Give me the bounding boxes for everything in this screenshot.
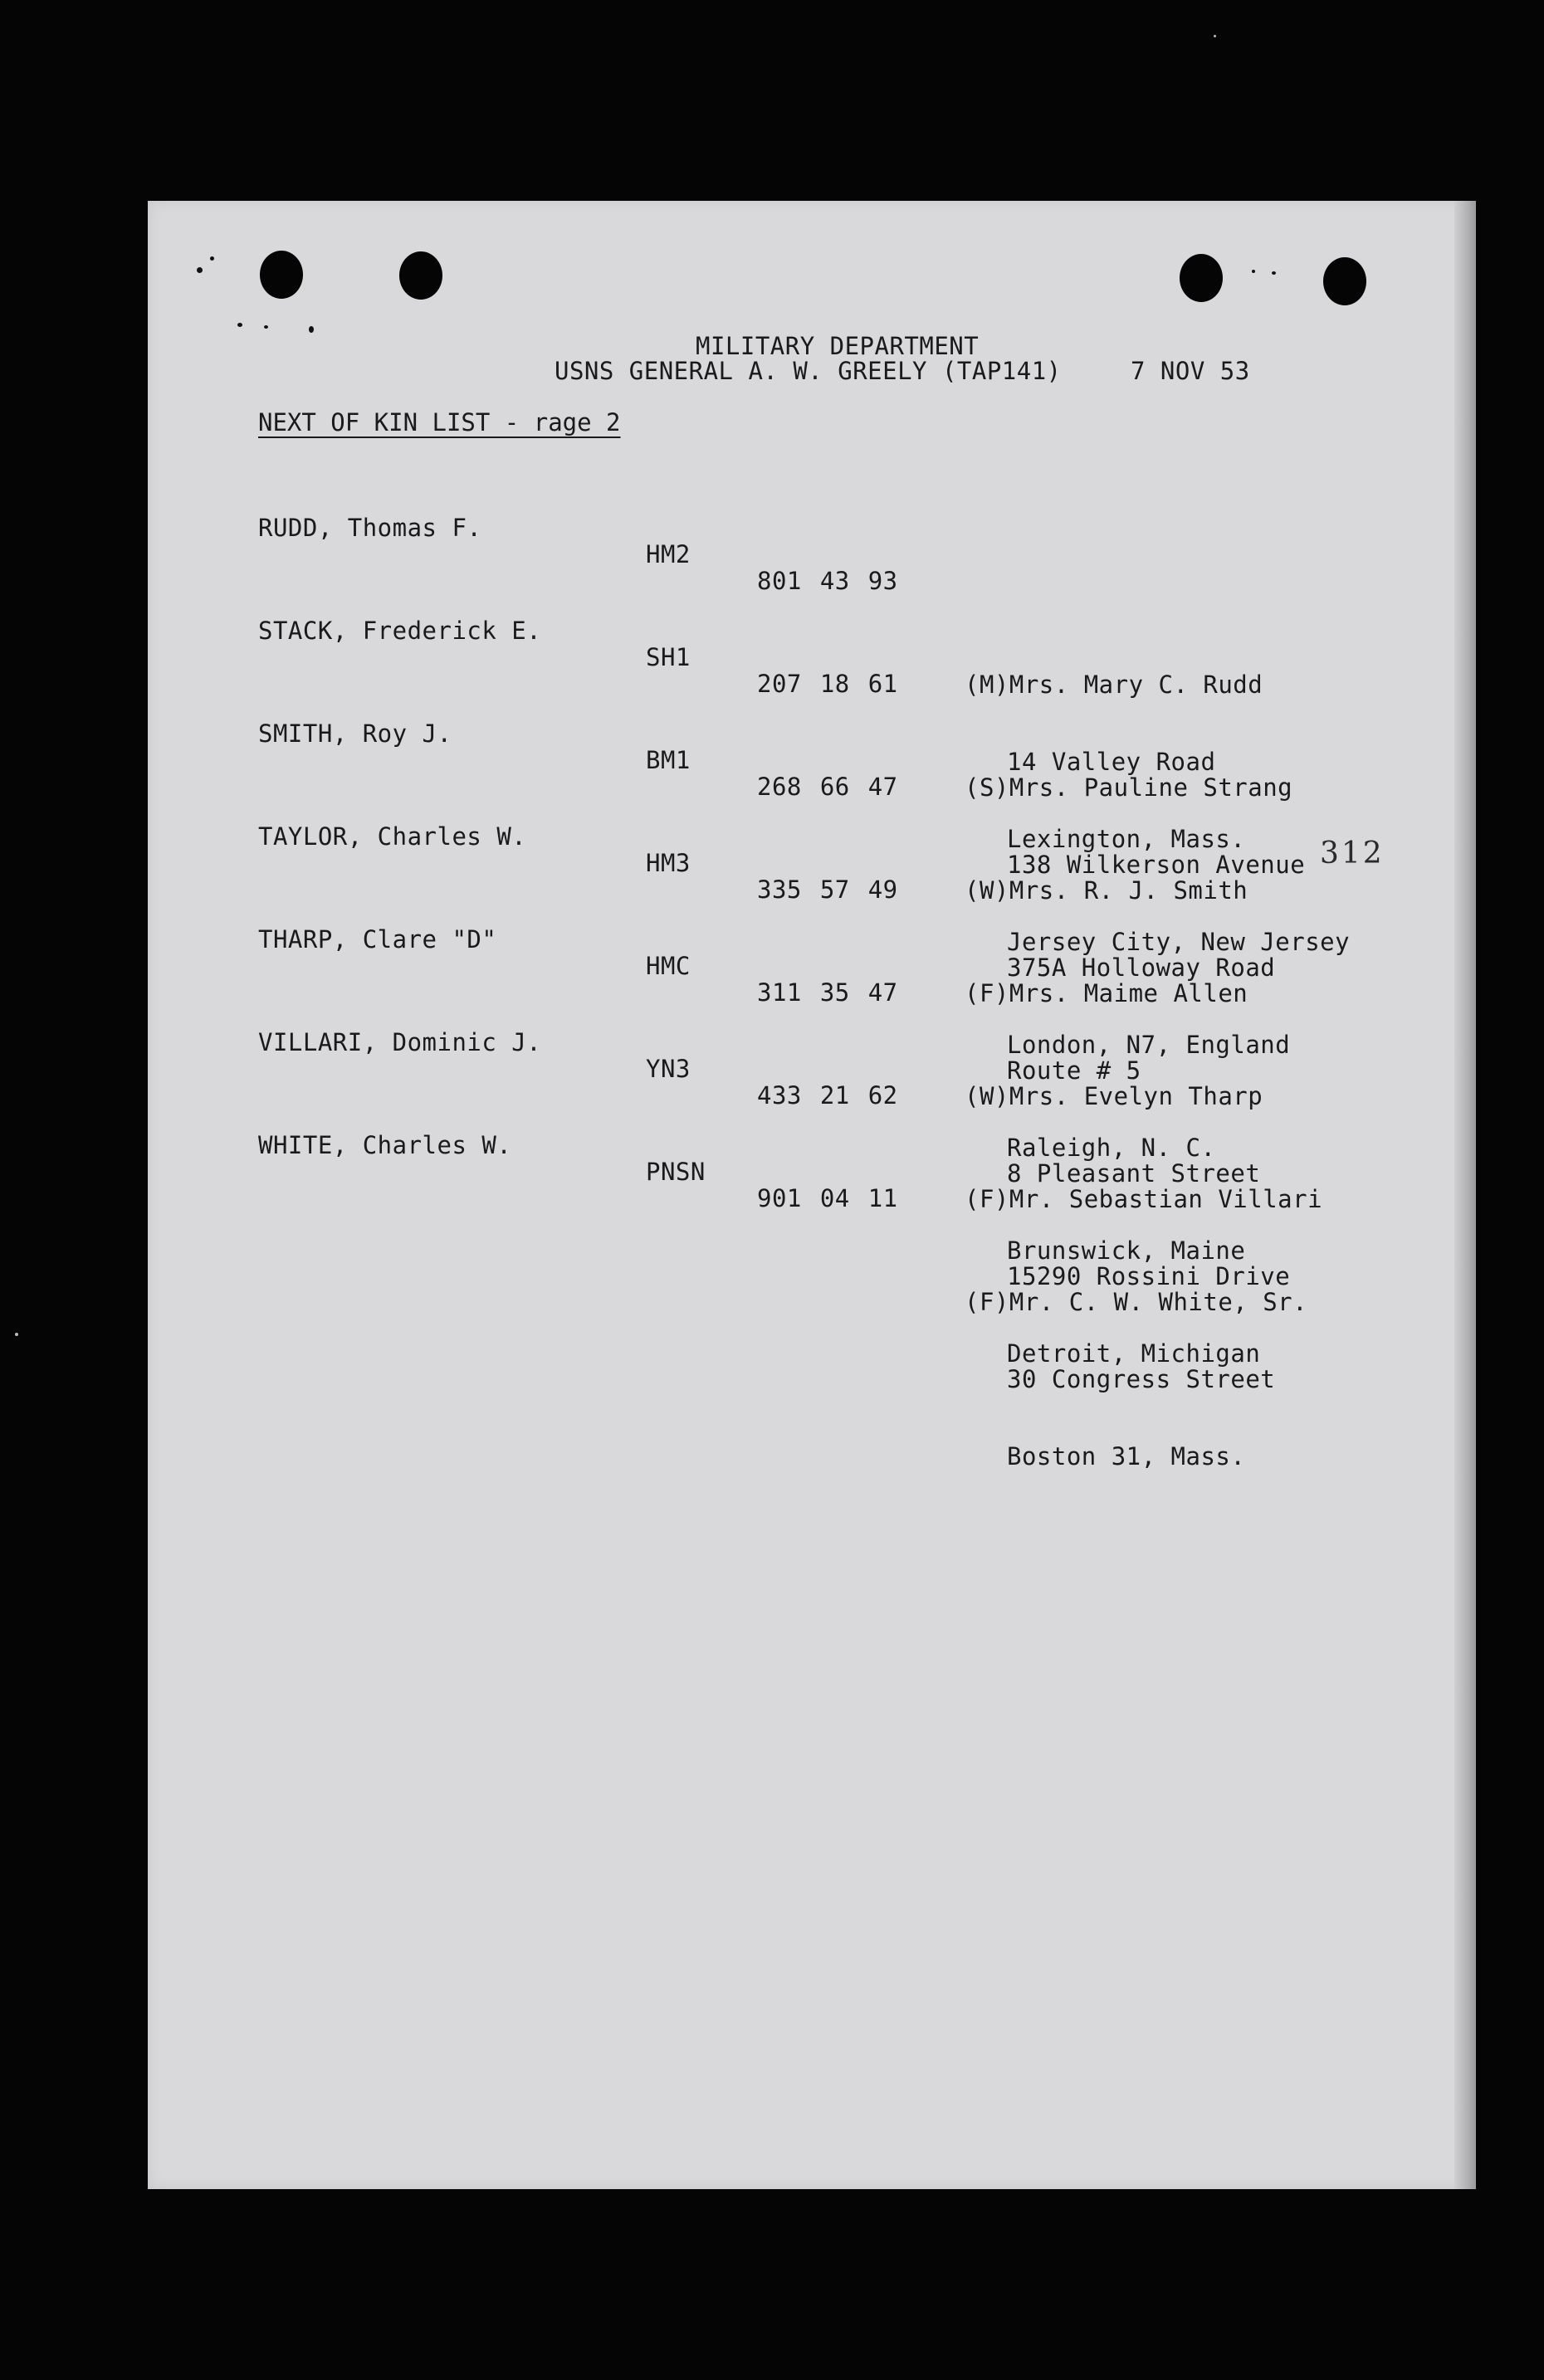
relationship: (F) xyxy=(965,979,1009,1007)
punch-hole-right-2 xyxy=(1323,257,1366,305)
scan-speck xyxy=(1272,271,1276,275)
address-line-1: 8 Pleasant Street xyxy=(1007,1159,1261,1188)
relationship: (M) xyxy=(965,671,1009,699)
scan-speck xyxy=(15,1333,18,1336)
address-line-2: Detroit, Michigan xyxy=(1007,1339,1261,1368)
scan-speck xyxy=(210,256,214,261)
kin-name: Mrs. Mary C. Rudd xyxy=(1009,671,1263,699)
paper-edge xyxy=(1454,201,1476,2189)
next-of-kin xyxy=(965,1238,1307,1521)
address-line-1: 375A Holloway Road xyxy=(1007,953,1276,982)
rate: HM2 xyxy=(646,540,691,568)
service-number: 311 35 47 xyxy=(757,978,898,1007)
relationship: (W) xyxy=(965,876,1009,905)
ship-title: USNS GENERAL A. W. GREELY (TAP141) xyxy=(555,357,1062,385)
relationship: (S) xyxy=(965,773,1009,802)
scan-speck xyxy=(309,326,314,333)
sailor-name: TAYLOR, Charles W. xyxy=(258,822,527,851)
sailor-name: SMITH, Roy J. xyxy=(258,719,452,748)
list-heading: NEXT OF KIN LIST - rage 2 xyxy=(258,408,621,436)
address-line-2: Brunswick, Maine xyxy=(1007,1236,1246,1265)
kin-name: Mr. C. W. White, Sr. xyxy=(1009,1288,1308,1316)
sailor-name: WHITE, Charles W. xyxy=(258,1131,512,1159)
address-line-2: Lexington, Mass. xyxy=(1007,825,1246,853)
scan-speck xyxy=(1214,35,1216,37)
rate: HMC xyxy=(646,952,691,980)
scan-speck xyxy=(264,325,268,329)
address-line-2: Boston 31, Mass. xyxy=(1007,1442,1246,1470)
sailor-name: RUDD, Thomas F. xyxy=(258,514,482,542)
address-line-1: 30 Congress Street xyxy=(1007,1365,1276,1393)
punch-hole-left-2 xyxy=(399,251,442,300)
scan-speck xyxy=(197,267,203,273)
relationship: (F) xyxy=(965,1288,1009,1316)
address-line-1: 15290 Rossini Drive xyxy=(1007,1262,1291,1290)
rate: HM3 xyxy=(646,849,691,877)
rate: BM1 xyxy=(646,746,691,774)
address-line-1: 138 Wilkerson Avenue xyxy=(1007,851,1306,879)
scan-speck xyxy=(237,323,242,327)
rate: PNSN xyxy=(646,1158,706,1186)
scan-speck xyxy=(1252,270,1255,273)
rate: SH1 xyxy=(646,643,691,671)
service-number: 335 57 49 xyxy=(757,875,898,904)
service-number: 901 04 11 xyxy=(757,1184,898,1212)
service-number: 268 66 47 xyxy=(757,773,898,801)
kin-name: Mr. Sebastian Villari xyxy=(1009,1185,1323,1213)
address-line-2: London, N7, England xyxy=(1007,1031,1291,1059)
address-line-2: Raleigh, N. C. xyxy=(1007,1134,1216,1162)
punch-hole-left-1 xyxy=(260,251,303,299)
sailor-name: VILLARI, Dominic J. xyxy=(258,1028,542,1056)
kin-name: Mrs. Evelyn Tharp xyxy=(1009,1082,1263,1110)
address-line-1: Route # 5 xyxy=(1007,1056,1141,1085)
punch-hole-right-1 xyxy=(1180,254,1223,302)
service-number: 433 21 62 xyxy=(757,1081,898,1110)
sailor-name: THARP, Clare "D" xyxy=(258,925,497,953)
address-line-2: Jersey City, New Jersey xyxy=(1007,928,1351,956)
kin-name: Mrs. Pauline Strang xyxy=(1009,773,1293,802)
address-line-1: 14 Valley Road xyxy=(1007,748,1216,776)
relationship: (W) xyxy=(965,1082,1009,1110)
relationship: (F) xyxy=(965,1185,1009,1213)
service-number: 207 18 61 xyxy=(757,670,898,698)
service-number: 801 43 93 xyxy=(757,567,898,595)
kin-name: Mrs. R. J. Smith xyxy=(1009,876,1248,905)
rate: YN3 xyxy=(646,1055,691,1083)
department-title: MILITARY DEPARTMENT xyxy=(696,332,980,360)
sailor-name: STACK, Frederick E. xyxy=(258,617,542,645)
page-number: 312 xyxy=(1320,836,1385,871)
kin-name: Mrs. Maime Allen xyxy=(1009,979,1248,1007)
document-date: 7 NOV 53 xyxy=(1131,357,1250,385)
